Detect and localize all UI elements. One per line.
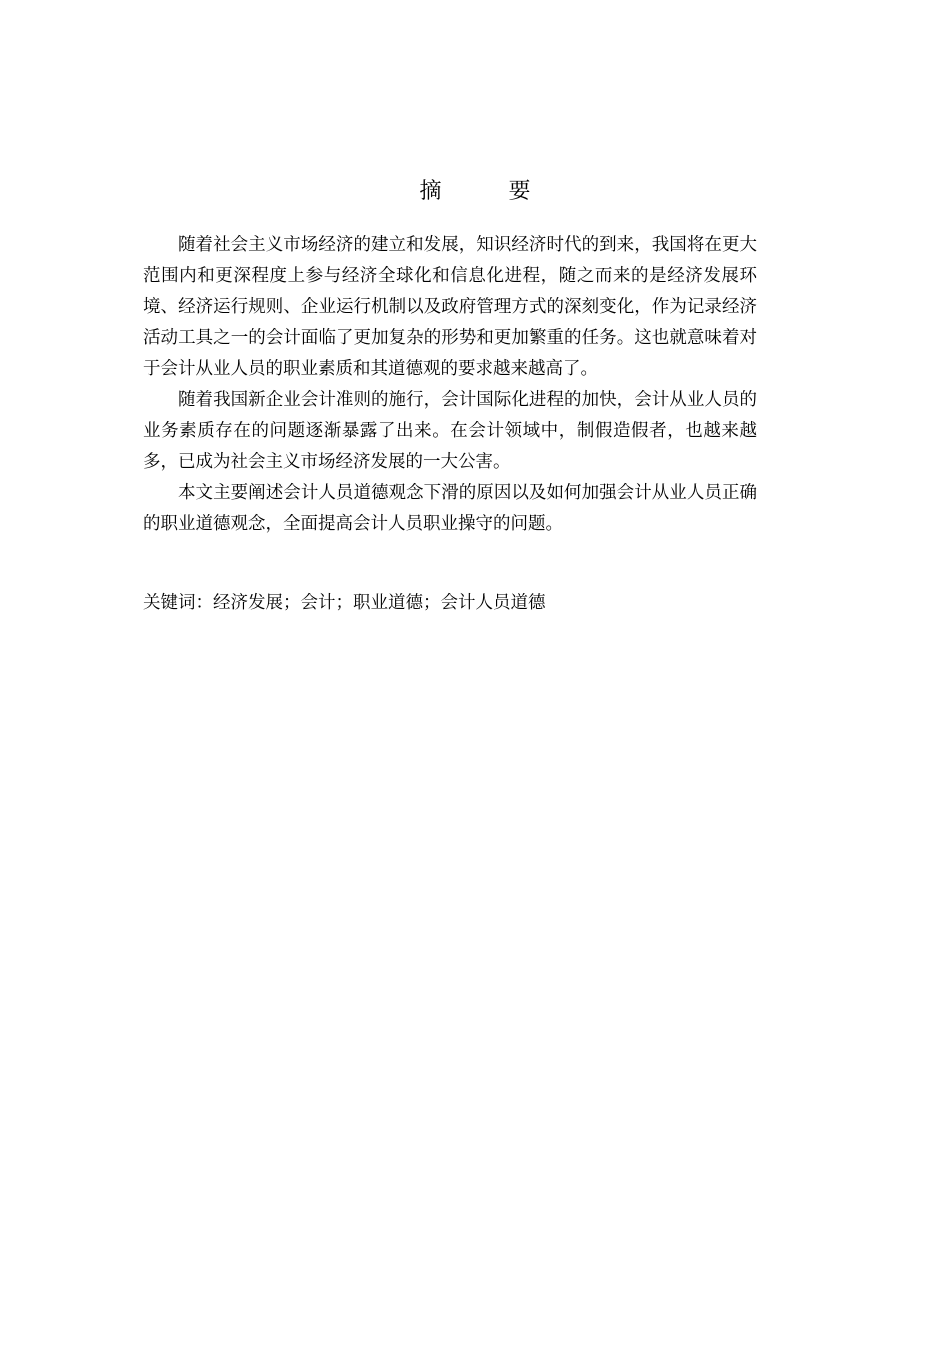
abstract-title: 摘 要 (419, 179, 561, 204)
abstract-body (143, 230, 757, 540)
abstract-paragraph-3: 本文主要阐述会计人员道德观念下滑的原因以及如何加强会计从业人员正确的职业道德观念，全面提高会计人员职业操守的问题。 (143, 483, 757, 534)
abstract-paragraph-2: 随着我国新企业会计准则的施行，会计国际化进程的加快，会计从业人员的业务素质存在的问题逐渐暴露了出来。在会计领域中，制假造假者，也越来越多，已成为社会主义市场经济发展的一大公害。 (143, 390, 757, 472)
abstract-paragraph-1: 随着社会主义市场经济的建立和发展，知识经济时代的到来，我国将在更大范围内和更深程度上参与经济全球化和信息化进程，随之而来的是经济发展环境、经济运行规则、企业运行机制以及政府管理方式的深刻变化，作为记录经济活动工具之一的会计面临了更加复杂的形势和更加繁重的任务。这也就意味着对于会计从业人员的职业素质和其道德观的要求越来越高了。 (143, 235, 757, 379)
keywords-line: 关键词：经济发展；会计；职业道德；会计人员道德 (143, 593, 546, 613)
